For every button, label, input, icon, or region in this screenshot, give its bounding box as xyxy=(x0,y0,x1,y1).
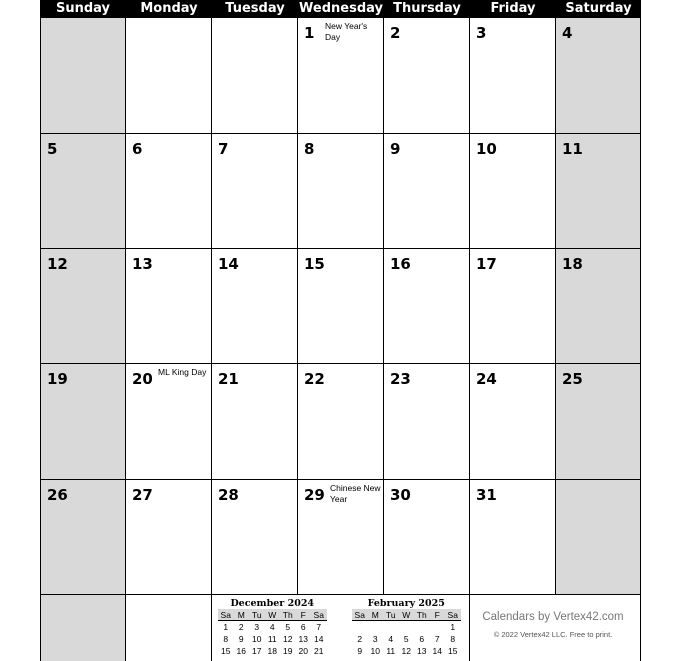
mini-weekday-header: W xyxy=(399,609,415,621)
mini-weekday-header: Sa xyxy=(352,609,368,621)
mini-weekday-header: Tu xyxy=(249,609,265,621)
weekday-header-thursday: Thursday xyxy=(384,0,470,18)
day-cell xyxy=(298,364,384,480)
day-cell xyxy=(126,480,212,595)
mini-day: 4 xyxy=(269,622,275,632)
footer-cell xyxy=(40,595,126,661)
credit-link[interactable]: Calendars by Vertex42.com xyxy=(482,611,624,623)
day-cell xyxy=(212,18,298,134)
mini-day xyxy=(383,621,399,634)
mini-day: 12 xyxy=(401,646,411,656)
mini-day: 18 xyxy=(267,646,277,656)
mini-weekday-header: Th xyxy=(280,609,296,621)
mini-day: 9 xyxy=(357,646,363,656)
mini-day: 21 xyxy=(314,646,324,656)
day-number: 4 xyxy=(562,24,573,42)
day-number: 10 xyxy=(476,140,497,158)
day-cell xyxy=(384,364,470,480)
mini-weekday-header: Sa xyxy=(311,609,327,621)
day-cell xyxy=(384,18,470,134)
day-cell xyxy=(470,18,556,134)
day-number: 8 xyxy=(304,140,315,158)
holiday-label: New Year's Day xyxy=(325,21,368,42)
mini-weekday-header: M xyxy=(234,609,250,621)
mini-day: 3 xyxy=(372,634,378,644)
mini-day: 17 xyxy=(252,646,262,656)
day-number: 29 xyxy=(304,486,325,504)
day-cell xyxy=(40,364,126,480)
day-number: 15 xyxy=(304,255,325,273)
mini-day xyxy=(368,621,384,634)
mini-weekday-header: Tu xyxy=(383,609,399,621)
mini-day: 2 xyxy=(238,622,244,632)
mini-weekday-header: F xyxy=(296,609,312,621)
day-cell xyxy=(298,249,384,364)
weekday-header-saturday: Saturday xyxy=(556,0,641,18)
day-number: 2 xyxy=(390,24,401,42)
mini-day: 13 xyxy=(417,646,427,656)
day-cell xyxy=(556,480,641,595)
day-number: 17 xyxy=(476,255,497,273)
day-cell xyxy=(126,134,212,249)
day-number: 16 xyxy=(390,255,411,273)
mini-day: 5 xyxy=(403,634,409,644)
day-cell xyxy=(40,249,126,364)
day-number: 13 xyxy=(132,255,153,273)
day-number: 11 xyxy=(562,140,583,158)
mini-day xyxy=(352,621,368,634)
day-number: 26 xyxy=(47,486,68,504)
day-cell xyxy=(212,249,298,364)
mini-calendar-title: December 2024 xyxy=(230,598,315,609)
mini-day: 3 xyxy=(254,622,260,632)
mini-day: 10 xyxy=(252,634,262,644)
footer-cell xyxy=(126,595,212,661)
day-cell xyxy=(40,18,126,134)
day-number: 9 xyxy=(390,140,401,158)
day-number: 20 xyxy=(132,370,153,388)
day-cell xyxy=(126,249,212,364)
day-cell xyxy=(126,364,212,480)
mini-day: 6 xyxy=(300,622,306,632)
day-cell xyxy=(212,364,298,480)
mini-day: 8 xyxy=(450,634,456,644)
day-cell xyxy=(298,18,384,134)
mini-weekday-header: W xyxy=(265,609,281,621)
mini-day: 6 xyxy=(419,634,425,644)
mini-day: 7 xyxy=(434,634,440,644)
mini-calendar-previous xyxy=(218,598,327,657)
day-number: 18 xyxy=(562,255,583,273)
day-number: 14 xyxy=(218,255,239,273)
mini-day xyxy=(414,621,430,634)
day-cell xyxy=(556,249,641,364)
day-number: 23 xyxy=(390,370,411,388)
mini-day xyxy=(430,621,446,634)
mini-day xyxy=(399,621,415,634)
day-number: 7 xyxy=(218,140,229,158)
day-number: 12 xyxy=(47,255,68,273)
day-cell xyxy=(470,249,556,364)
mini-day: 12 xyxy=(283,634,293,644)
day-number: 21 xyxy=(218,370,239,388)
weekday-header-monday: Monday xyxy=(126,0,212,18)
mini-day: 1 xyxy=(450,622,456,632)
weekday-header-wednesday: Wednesday xyxy=(299,1,383,16)
weekday-header-sunday: Sunday xyxy=(40,0,126,18)
weekday-header-friday: Friday xyxy=(470,0,556,18)
mini-weekday-header: Th xyxy=(414,609,430,621)
mini-day: 15 xyxy=(448,646,458,656)
mini-weekday-header: F xyxy=(430,609,446,621)
mini-day: 8 xyxy=(223,634,229,644)
day-cell xyxy=(556,18,641,134)
day-cell xyxy=(212,134,298,249)
mini-day: 19 xyxy=(283,646,293,656)
mini-calendar-next xyxy=(352,598,461,657)
mini-day: 2 xyxy=(357,634,363,644)
mini-day: 11 xyxy=(267,634,277,644)
day-number: 3 xyxy=(476,24,487,42)
mini-day: 10 xyxy=(370,646,380,656)
day-cell xyxy=(470,134,556,249)
day-number: 5 xyxy=(47,140,58,158)
mini-day: 20 xyxy=(298,646,308,656)
day-number: 25 xyxy=(562,370,583,388)
day-number: 28 xyxy=(218,486,239,504)
day-cell xyxy=(40,134,126,249)
holiday-label: ML King Day xyxy=(158,367,207,377)
mini-day: 13 xyxy=(298,634,308,644)
mini-weekday-header: Sa xyxy=(218,609,234,621)
day-number: 24 xyxy=(476,370,497,388)
weekday-header-tuesday: Tuesday xyxy=(212,0,298,18)
mini-weekday-header: Sa xyxy=(445,609,461,621)
day-number: 31 xyxy=(476,486,497,504)
mini-day: 1 xyxy=(223,622,229,632)
day-number: 1 xyxy=(304,24,315,42)
day-cell xyxy=(126,18,212,134)
mini-calendar-title: February 2025 xyxy=(367,598,445,609)
mini-day: 7 xyxy=(316,622,322,632)
day-number: 6 xyxy=(132,140,143,158)
mini-day: 11 xyxy=(386,646,396,656)
day-cell xyxy=(212,480,298,595)
mini-weekday-header: M xyxy=(368,609,384,621)
mini-day: 9 xyxy=(238,634,244,644)
day-cell xyxy=(556,364,641,480)
holiday-label: Chinese New Year xyxy=(330,483,381,504)
day-cell xyxy=(40,480,126,595)
credit-area xyxy=(470,595,641,661)
day-cell xyxy=(384,480,470,595)
day-cell xyxy=(298,134,384,249)
day-number: 30 xyxy=(390,486,411,504)
day-number: 22 xyxy=(304,370,325,388)
calendar-grid xyxy=(40,0,640,660)
mini-day: 15 xyxy=(221,646,231,656)
mini-day: 14 xyxy=(314,634,324,644)
day-number: 19 xyxy=(47,370,68,388)
day-cell xyxy=(384,134,470,249)
day-number: 27 xyxy=(132,486,153,504)
day-cell xyxy=(470,364,556,480)
mini-day: 16 xyxy=(236,646,246,656)
mini-day: 14 xyxy=(432,646,442,656)
copyright-text: © 2022 Vertex42 LLC. Free to print. xyxy=(493,630,613,639)
mini-day: 4 xyxy=(388,634,394,644)
day-cell xyxy=(298,480,384,595)
day-cell xyxy=(470,480,556,595)
day-cell xyxy=(384,249,470,364)
mini-day: 5 xyxy=(285,622,291,632)
day-cell xyxy=(556,134,641,249)
